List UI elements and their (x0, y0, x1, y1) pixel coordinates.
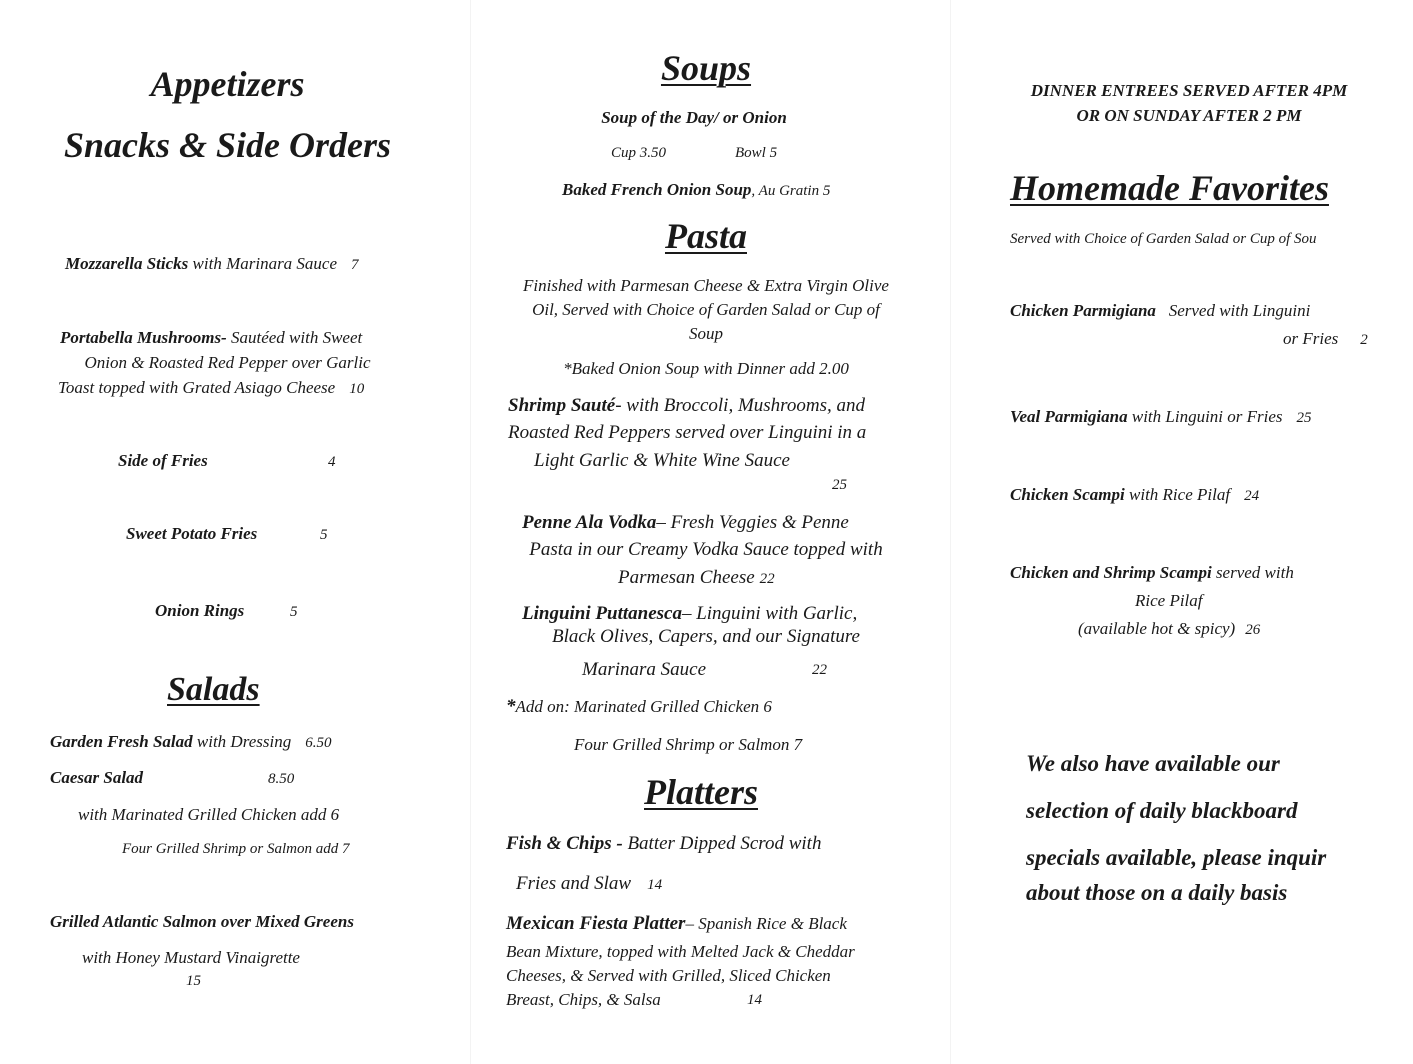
sweet-potato-name: Sweet Potato Fries (126, 524, 258, 543)
mexican-item (506, 914, 847, 933)
soup-of-day: Soup of the Day/ or Onion (601, 108, 787, 127)
item-name: Chicken Scampi (1010, 485, 1125, 504)
left-column (0, 0, 470, 1064)
item-desc: (available hot & spicy) (1078, 619, 1236, 638)
caesar-price: 8.50 (268, 771, 295, 787)
item-name: Penne Ala Vodka (522, 512, 657, 533)
caesar-addon: Four Grilled Shrimp or Salmon add 7 (122, 841, 350, 857)
item-desc: or Fries (1283, 329, 1339, 348)
shrimp-saute-desc: Roasted Red Peppers served over Linguini in a (508, 422, 867, 443)
item-desc: , Au Gratin 5 (751, 183, 831, 199)
chicken-parm-item (1010, 302, 1310, 319)
chicken-shrimp-desc: Rice Pilaf (1135, 591, 1203, 610)
item-desc: Batter Dipped Scrod with (622, 833, 822, 854)
caesar-addon: with Marinated Grilled Chicken add 6 (78, 805, 340, 824)
mexican-desc: Breast, Chips, & Salsa (506, 990, 661, 1009)
item-name: Baked French Onion Soup (562, 180, 752, 199)
linguini-price: 22 (812, 662, 827, 678)
item-name: Veal Parmigiana (1010, 407, 1128, 426)
salmon-desc: with Honey Mustard Vinaigrette (82, 948, 300, 967)
served-with-note: Served with Choice of Garden Salad or Cup of Sou (1010, 231, 1317, 247)
item-desc: served with (1211, 563, 1294, 582)
portabella-desc: Onion & Roasted Red Pepper over Garlic (84, 353, 371, 372)
item-name: Mexican Fiesta Platter (506, 913, 686, 934)
item-desc: - with Broccoli, Mushrooms, and (615, 395, 865, 416)
chicken-shrimp-item (1010, 564, 1294, 581)
blackboard-specials: about those on a daily basis (1026, 880, 1288, 905)
portabella-item (60, 329, 362, 346)
item-price: 7 (351, 257, 359, 273)
sweet-potato-price: 5 (320, 527, 328, 543)
shrimp-saute-item (508, 396, 865, 415)
item-price: 24 (1244, 488, 1260, 504)
fish-chips-item (506, 834, 821, 853)
chicken-shrimp-desc (1078, 620, 1260, 638)
mexican-desc: Cheeses, & Served with Grilled, Sliced Chicken (506, 966, 831, 985)
shrimp-saute-price: 25 (832, 477, 847, 493)
item-desc: Toast topped with Grated Asiago Cheese (58, 378, 336, 397)
pasta-note: Soup (689, 324, 723, 343)
right-column (950, 0, 1379, 1064)
item-name: Mozzarella Sticks (65, 254, 189, 273)
item-name: Shrimp Sauté (508, 395, 616, 416)
item-desc: with Marinara Sauce (188, 254, 338, 273)
item-price: 26 (1245, 622, 1261, 638)
fish-chips-desc (516, 874, 662, 893)
salads-heading: Salads (167, 671, 260, 708)
appetizers-heading: Appetizers (150, 64, 305, 104)
blackboard-specials: specials available, please inquir (1026, 845, 1327, 870)
addon-text: Add on: Marinated Grilled Chicken 6 (515, 697, 772, 716)
chicken-scampi-item (1010, 486, 1259, 504)
pasta-heading: Pasta (664, 216, 747, 256)
side-fries-price: 4 (328, 454, 336, 470)
penne-item (522, 513, 849, 532)
salmon-name: Grilled Atlantic Salmon over Mixed Greens (50, 912, 354, 931)
item-desc: with Dressing (192, 732, 292, 751)
item-desc: Fries and Slaw (516, 873, 632, 894)
item-name: Chicken Parmigiana (1010, 301, 1156, 320)
caesar-name: Caesar Salad (50, 768, 144, 787)
soup-cup-price: Cup 3.50 (611, 145, 667, 161)
pasta-addon (506, 697, 772, 716)
pasta-note: Finished with Parmesan Cheese & Extra Virgin Olive (523, 276, 889, 295)
item-name: Portabella Mushrooms- (60, 328, 227, 347)
chicken-parm-desc (1283, 330, 1368, 348)
salmon-price: 15 (186, 973, 201, 989)
mozzarella-item (65, 255, 359, 273)
linguini-item (522, 604, 857, 623)
penne-desc: Pasta in our Creamy Vodka Sauce topped with (529, 539, 883, 560)
soup-bowl-price: Bowl 5 (735, 145, 778, 161)
onion-rings-name: Onion Rings (155, 601, 245, 620)
side-fries-name: Side of Fries (118, 451, 208, 470)
mexican-desc: Bean Mixture, topped with Melted Jack & Cheddar (506, 942, 855, 961)
item-price: 22 (759, 571, 775, 587)
blackboard-specials: selection of daily blackboard (1026, 798, 1298, 823)
pasta-note: Oil, Served with Choice of Garden Salad or Cup of (532, 300, 880, 319)
item-name: Garden Fresh Salad (50, 732, 193, 751)
item-name: Fish & Chips - (506, 833, 623, 854)
item-price: 10 (349, 381, 365, 397)
item-desc: Parmesan Cheese (618, 567, 755, 588)
onion-rings-price: 5 (290, 604, 298, 620)
item-name: Chicken and Shrimp Scampi (1010, 563, 1212, 582)
middle-column (470, 0, 950, 1064)
item-price: 25 (1296, 410, 1312, 426)
linguini-desc: Black Olives, Capers, and our Signature (551, 626, 860, 647)
item-desc: – Linguini with Garlic, (681, 603, 858, 624)
addon-star: * (506, 696, 516, 717)
french-onion-item (562, 181, 830, 199)
soups-heading: Soups (660, 48, 752, 88)
item-price: 6.50 (305, 735, 332, 751)
pasta-note: *Baked Onion Soup with Dinner add 2.00 (563, 359, 849, 378)
blackboard-specials: We also have available our (1026, 751, 1280, 776)
item-desc: – Spanish Rice & Black (685, 914, 847, 933)
dinner-notice: DINNER ENTREES SERVED AFTER 4PM (1030, 81, 1348, 100)
item-desc: Sautéed with Sweet (226, 328, 363, 347)
item-price: 14 (647, 877, 663, 893)
veal-parm-item (1010, 408, 1312, 426)
homemade-heading: Homemade Favorites (1010, 168, 1329, 208)
snacks-heading: Snacks & Side Orders (63, 125, 392, 165)
linguini-desc: Marinara Sauce (582, 659, 707, 680)
item-desc: – Fresh Veggies & Penne (656, 512, 849, 533)
mexican-price: 14 (747, 992, 762, 1008)
platters-heading: Platters (644, 772, 758, 812)
item-price: 2 (1360, 332, 1368, 348)
portabella-desc (58, 379, 364, 397)
pasta-addon: Four Grilled Shrimp or Salmon 7 (574, 735, 803, 754)
garden-salad-item (50, 733, 331, 751)
item-desc: Served with Linguini (1155, 301, 1311, 320)
item-desc: with Linguini or Fries (1127, 407, 1283, 426)
dinner-notice: OR ON SUNDAY AFTER 2 PM (1076, 106, 1302, 125)
shrimp-saute-desc: Light Garlic & White Wine Sauce (534, 450, 790, 471)
item-desc: with Rice Pilaf (1124, 485, 1231, 504)
penne-desc (618, 568, 775, 587)
item-name: Linguini Puttanesca (522, 603, 682, 624)
